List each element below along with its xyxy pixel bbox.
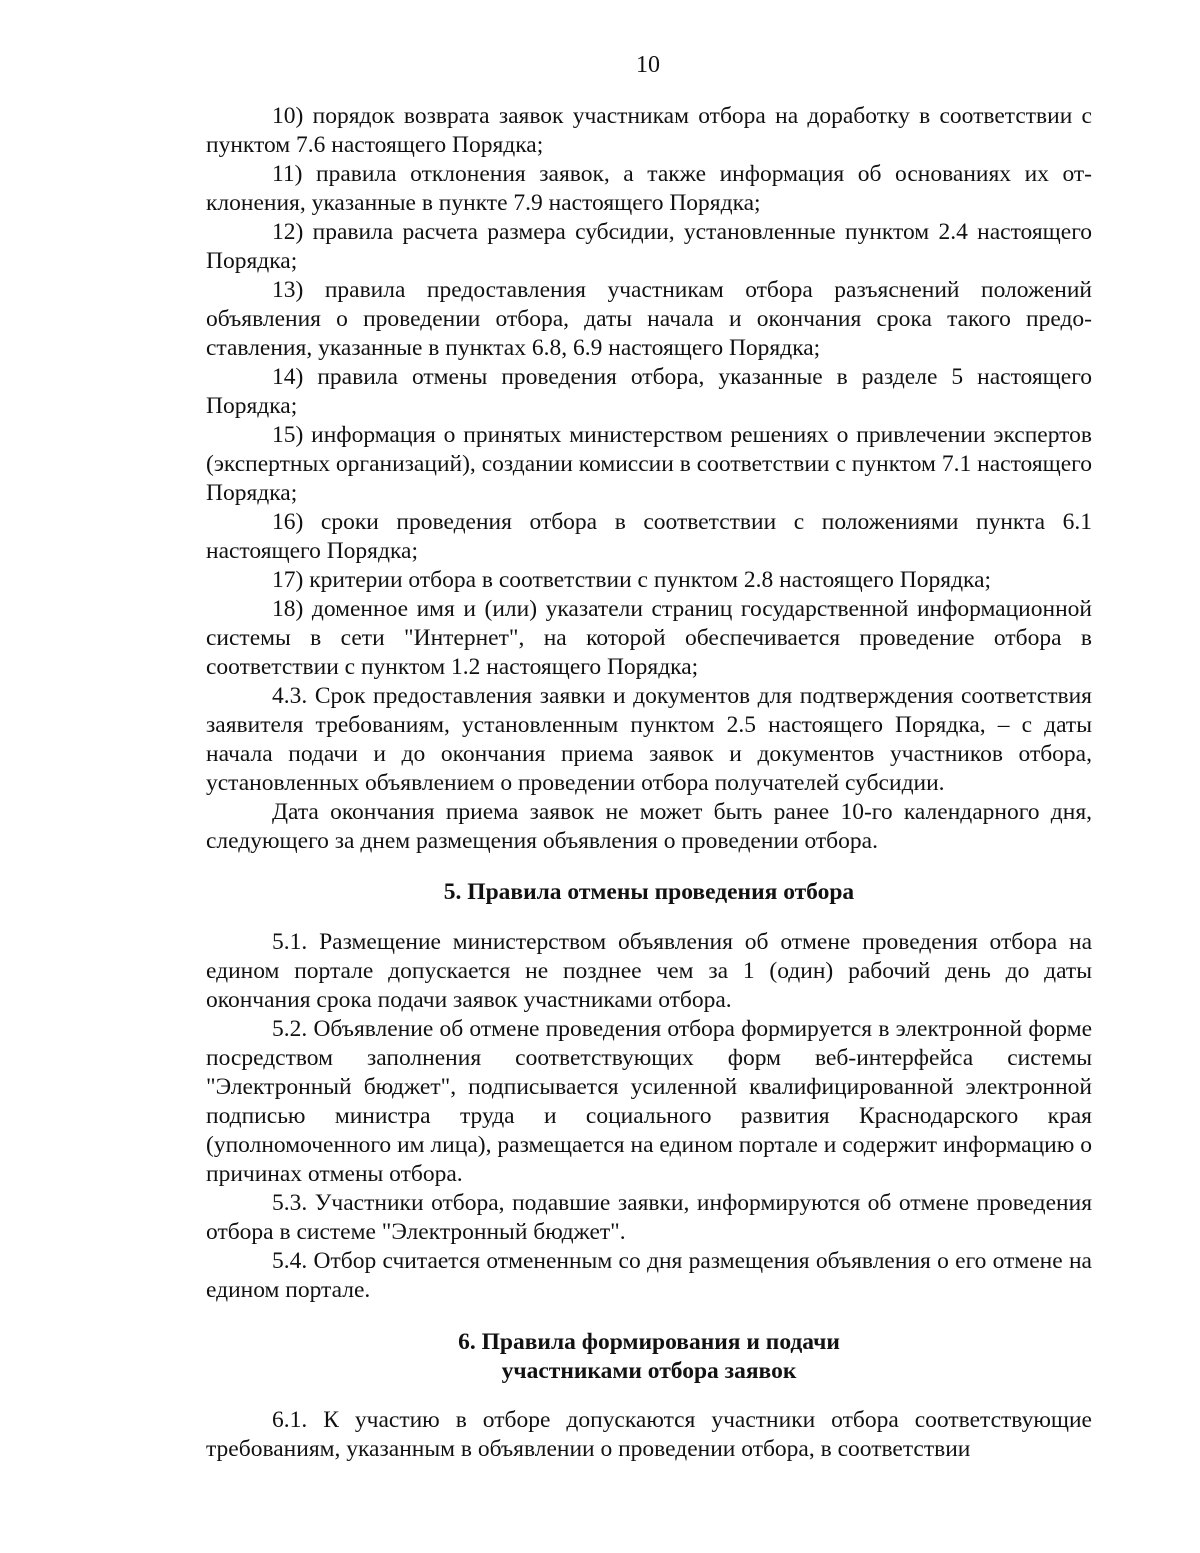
paragraph-item-16: 16) сроки проведения отбора в соответствии с положениями пункта 6.1 настоящего Порядка; [206, 509, 1092, 564]
paragraph-item-17: 17) критерии отбора в соответствии с пунктом 2.8 настоящего Порядка; [272, 567, 992, 593]
section-5-title: 5. Правила отмены проведения отбора [443, 879, 855, 905]
paragraph-item-18: 18) доменное имя и (или) указатели страниц государственной информационной системы в сети "Интернет", на которой обеспечивается проведение отбора в соответствии с пунктом 1.2 настоящего Порядка; [206, 596, 1092, 680]
paragraph-5-1: 5.1. Размещение министерством объявления об отмене проведения отбора на едином портале допускается не позднее чем за 1 (один) рабочий день до даты окончания срока подачи заявок участниками отбора. [206, 929, 1092, 1013]
paragraph-item-10: 10) порядок возврата заявок участникам отбора на доработку в соответствии с пунктом 7.6 настоящего Порядка; [206, 103, 1092, 158]
paragraph-item-11: 11) правила отклонения заявок, а также информация об основаниях их отклонения, указанные в пункте 7.9 настоящего Порядка; [206, 161, 1092, 216]
document-body [206, 102, 1092, 1464]
paragraph-item-12: 12) правила расчета размера субсидии, установленные пунктом 2.4 настоящего Порядка; [206, 219, 1092, 274]
section-6-title-line-1: 6. Правила формирования и подачи [458, 1329, 840, 1355]
page-number: 10 [636, 52, 660, 78]
paragraph-item-14: 14) правила отмены проведения отбора, указанные в разделе 5 настоящего Порядка; [206, 364, 1092, 419]
paragraph-5-2: 5.2. Объявление об отмене проведения отбора формируется в электронной форме посредством заполнения соответствующих форм веб-интерфейса системы "Электронный бюджет", подписывается усиленной квалифицированной электронной подписью министра труда и социального развития Краснодарского края (уполномоченного им лица), размещается на едином портале и содержит информацию о причинах отмены отбора. [206, 1016, 1092, 1187]
paragraph-5-3: 5.3. Участники отбора, подавшие заявки, информируются об отмене проведения отбора в системе "Электронный бюджет". [206, 1190, 1092, 1245]
paragraph-item-15: 15) информация о принятых министерством решениях о привлечении экспертов (экспертных организаций), создании комиссии в соответствии с пунктом 7.1 настоящего Порядка; [206, 422, 1092, 506]
paragraph-6-1: 6.1. К участию в отборе допускаются участники отбора соответствующие требованиям, указанным в объявлении о проведении отбора, в соответствии [206, 1407, 1092, 1462]
paragraph-deadline: Дата окончания приема заявок не может быть ранее 10-го календарного дня, следующего за днем размещения объявления о проведении отбора. [206, 799, 1092, 854]
section-6-title-line-2: участниками отбора заявок [501, 1358, 797, 1384]
section-6-title [206, 1328, 1092, 1386]
paragraph-item-13: 13) правила предоставления участникам отбора разъяснений положений объявления о проведении отбора, даты начала и окончания срока такого предоставления, указанные в пунктах 6.8, 6.9 настоящего Порядка; [206, 277, 1092, 361]
paragraph-5-4: 5.4. Отбор считается отмененным со дня размещения объявления о его отмене на едином портале. [206, 1248, 1092, 1303]
paragraph-4-3: 4.3. Срок предоставления заявки и документов для подтверждения соответствия заявителя требованиям, установленным пунктом 2.5 настоящего Порядка, – с даты начала подачи и до окончания приема заявок и документов участников отбора, установленных объявлением о проведении отбора получателей субсидии. [206, 683, 1092, 796]
